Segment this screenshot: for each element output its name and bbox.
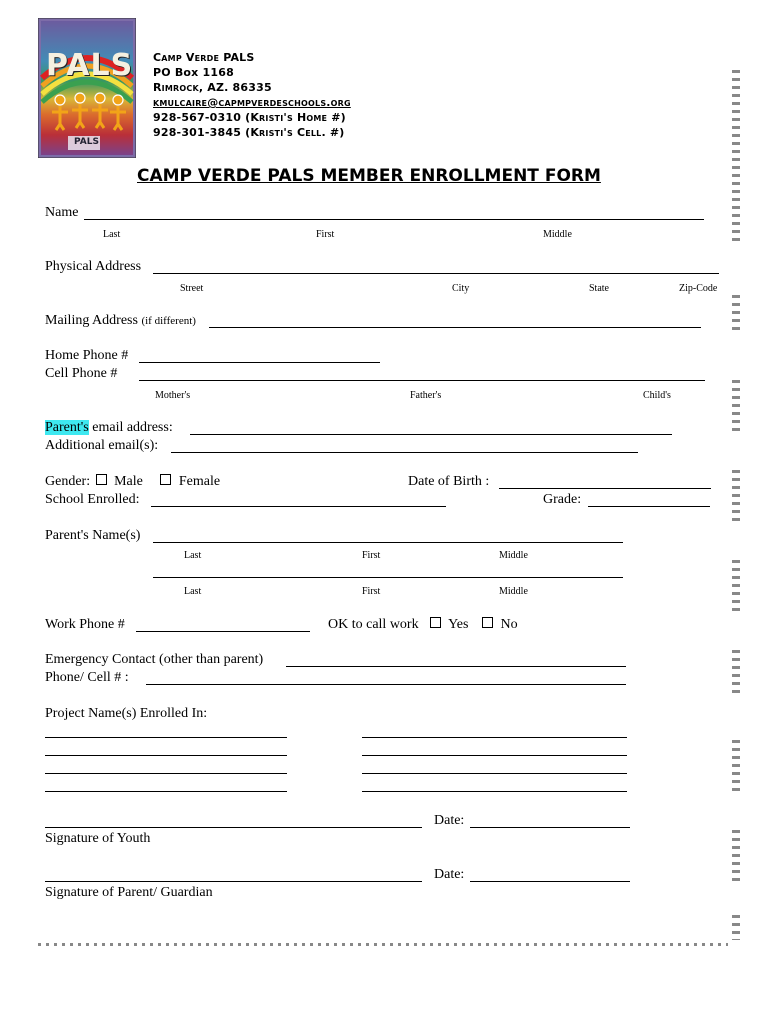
additional-email-field[interactable] bbox=[171, 452, 638, 453]
header-block bbox=[153, 50, 351, 140]
female-checkbox[interactable] bbox=[160, 474, 171, 485]
ok-call-work-label: OK to call work bbox=[328, 617, 419, 632]
parent-date-label: Date: bbox=[434, 867, 465, 882]
work-phone-label: Work Phone # bbox=[45, 617, 125, 632]
project-field-3[interactable] bbox=[45, 773, 287, 774]
city-line: Rimrock, AZ. 86335 bbox=[153, 81, 272, 94]
youth-signature-field[interactable] bbox=[45, 827, 422, 828]
parent-email-label bbox=[45, 420, 173, 436]
school-label: School Enrolled: bbox=[45, 492, 140, 507]
border-dashes-right-6 bbox=[732, 650, 740, 695]
dob-label: Date of Birth : bbox=[408, 474, 490, 489]
parent1-first-caption: First bbox=[362, 550, 381, 561]
project-field-8[interactable] bbox=[362, 791, 627, 792]
physical-address-label: Physical Address bbox=[45, 259, 142, 274]
project-field-6[interactable] bbox=[362, 755, 627, 756]
parents-names-label: Parent's Name(s) bbox=[45, 528, 141, 543]
parents-highlight: Parent's bbox=[45, 420, 89, 435]
border-dashes-right-2 bbox=[732, 295, 740, 335]
grade-label: Grade: bbox=[543, 492, 582, 507]
mailing-address-label bbox=[45, 313, 196, 329]
po-box: PO Box 1168 bbox=[153, 66, 234, 79]
mailing-address-field[interactable] bbox=[209, 327, 701, 328]
gender-row bbox=[45, 474, 220, 490]
pals-logo bbox=[38, 18, 136, 158]
dob-field[interactable] bbox=[499, 488, 711, 489]
projects-label: Project Name(s) Enrolled In: bbox=[45, 706, 208, 721]
border-dashes-right-8 bbox=[732, 830, 740, 885]
childs-caption: Child's bbox=[643, 390, 671, 401]
youth-date-field[interactable] bbox=[470, 827, 630, 828]
name-label: Name bbox=[45, 205, 79, 220]
name-last-caption: Last bbox=[103, 229, 121, 240]
parent-name-1-field[interactable] bbox=[153, 542, 623, 543]
email-address-text: email address: bbox=[92, 420, 173, 435]
parent1-last-caption: Last bbox=[184, 550, 202, 561]
mailing-label-text: Mailing Address bbox=[45, 313, 138, 328]
male-label: Male bbox=[114, 474, 143, 489]
home-phone-field[interactable] bbox=[139, 362, 380, 363]
emergency-contact-label: Emergency Contact (other than parent) bbox=[45, 652, 264, 667]
fathers-caption: Father's bbox=[410, 390, 442, 401]
project-field-7[interactable] bbox=[362, 773, 627, 774]
state-caption: State bbox=[589, 283, 609, 294]
emergency-phone-label: Phone/ Cell # : bbox=[45, 670, 129, 685]
school-field[interactable] bbox=[151, 506, 446, 507]
parent-name-2-field[interactable] bbox=[153, 577, 623, 578]
yes-label: Yes bbox=[448, 617, 469, 632]
name-middle-caption: Middle bbox=[543, 229, 572, 240]
cell-phone-label: Cell Phone # bbox=[45, 366, 118, 381]
border-dashes-right-4 bbox=[732, 470, 740, 525]
border-dashes-right-3 bbox=[732, 380, 740, 435]
parent-signature-label: Signature of Parent/ Guardian bbox=[45, 885, 213, 900]
work-phone-field[interactable] bbox=[136, 631, 310, 632]
no-checkbox[interactable] bbox=[482, 617, 493, 628]
border-dashes-right-9 bbox=[732, 915, 740, 940]
youth-date-label: Date: bbox=[434, 813, 465, 828]
zip-caption: Zip-Code bbox=[679, 283, 718, 294]
yes-checkbox[interactable] bbox=[430, 617, 441, 628]
phone-home: 928-567-0310 (Kristi's Home #) bbox=[153, 111, 346, 124]
parent2-last-caption: Last bbox=[184, 586, 202, 597]
emergency-phone-field[interactable] bbox=[146, 684, 626, 685]
male-checkbox[interactable] bbox=[96, 474, 107, 485]
youth-signature-label: Signature of Youth bbox=[45, 831, 151, 846]
project-field-2[interactable] bbox=[45, 755, 287, 756]
home-phone-label: Home Phone # bbox=[45, 348, 129, 363]
border-dashes-right-5 bbox=[732, 560, 740, 615]
additional-email-label: Additional email(s): bbox=[45, 438, 159, 453]
name-first-caption: First bbox=[316, 229, 335, 240]
parent2-first-caption: First bbox=[362, 586, 381, 597]
org-name: Camp Verde PALS bbox=[153, 51, 255, 64]
no-label: No bbox=[500, 617, 518, 632]
parent-date-field[interactable] bbox=[470, 881, 630, 882]
logo-small-text: PALS bbox=[74, 137, 99, 147]
project-field-1[interactable] bbox=[45, 737, 287, 738]
border-dashes-bottom bbox=[38, 943, 728, 946]
parent-signature-field[interactable] bbox=[45, 881, 422, 882]
grade-field[interactable] bbox=[588, 506, 710, 507]
project-field-4[interactable] bbox=[45, 791, 287, 792]
parent2-middle-caption: Middle bbox=[499, 586, 528, 597]
project-field-5[interactable] bbox=[362, 737, 627, 738]
mothers-caption: Mother's bbox=[155, 390, 191, 401]
physical-address-field[interactable] bbox=[153, 273, 719, 274]
cell-phone-field[interactable] bbox=[139, 380, 705, 381]
border-dashes-right-1 bbox=[732, 70, 740, 245]
emergency-contact-field[interactable] bbox=[286, 666, 626, 667]
name-field[interactable] bbox=[84, 219, 704, 220]
contact-email-link[interactable]: kmulcaire@capmpverdeschools.org bbox=[153, 96, 351, 109]
form-title: CAMP VERDE PALS MEMBER ENROLLMENT FORM bbox=[137, 166, 601, 186]
border-dashes-right-7 bbox=[732, 740, 740, 795]
ok-call-work-row bbox=[328, 617, 518, 633]
city-caption: City bbox=[452, 283, 470, 294]
street-caption: Street bbox=[180, 283, 204, 294]
female-label: Female bbox=[178, 474, 221, 489]
parent-email-field[interactable] bbox=[190, 434, 672, 435]
mailing-note: (if different) bbox=[141, 315, 196, 327]
gender-label: Gender: bbox=[45, 474, 91, 489]
logo-title: PALS bbox=[46, 48, 134, 83]
parent1-middle-caption: Middle bbox=[499, 550, 528, 561]
phone-cell: 928-301-3845 (Kristi's Cell. #) bbox=[153, 126, 345, 139]
